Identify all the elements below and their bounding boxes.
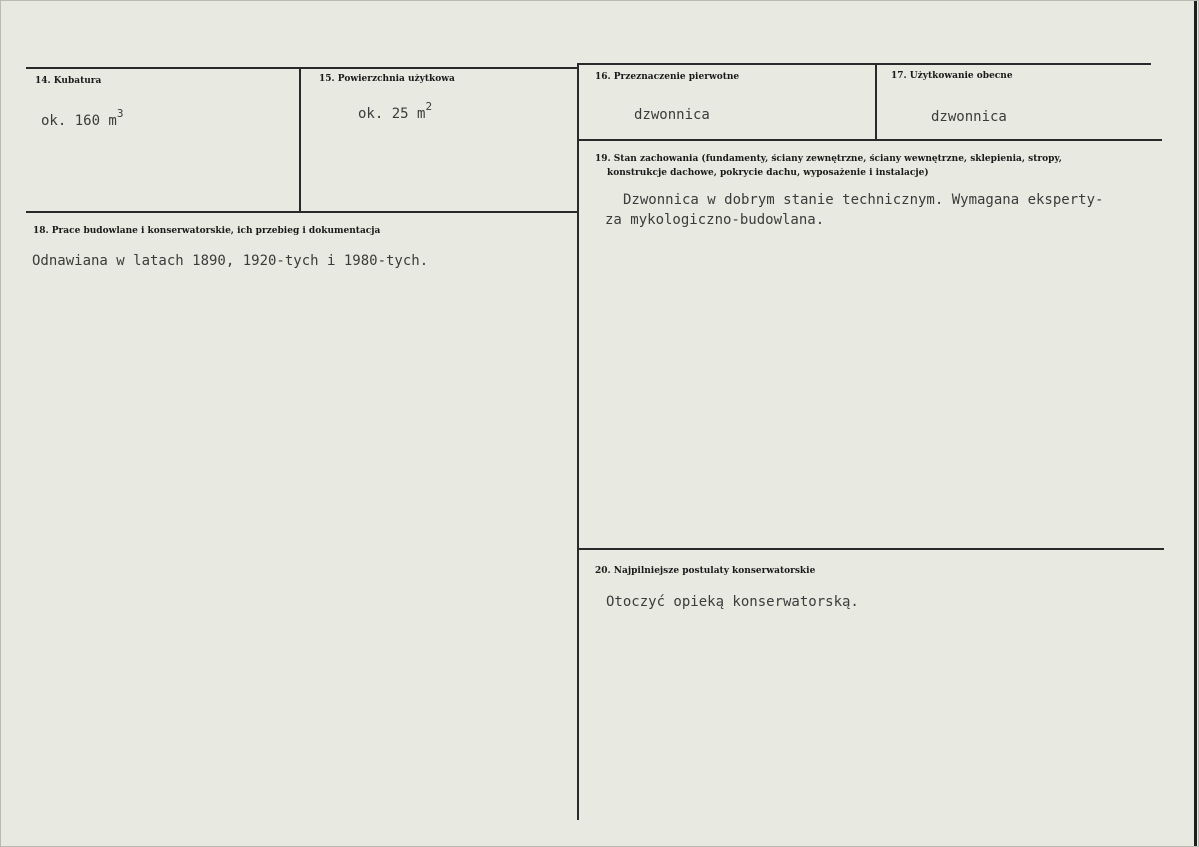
card-right-edge bbox=[1194, 1, 1197, 846]
field-14-value-exponent: 3 bbox=[116, 107, 124, 120]
field-15-value bbox=[358, 100, 433, 125]
field-19-value-line1: Dzwonnica w dobrym stanie technicznym. Wymagana eksperty- bbox=[623, 192, 1104, 208]
field-17-label: 17. Użytkowanie obecne bbox=[891, 71, 1013, 81]
field-14-label: 14. Kubatura bbox=[35, 76, 102, 86]
field-20-value: Otoczyć opieką konserwatorską. bbox=[606, 594, 859, 610]
field-14-value bbox=[41, 107, 124, 132]
rule-14-15-bottom bbox=[26, 211, 579, 213]
field-18-value: Odnawiana w latach 1890, 1920-tych i 1980-tych. bbox=[32, 253, 429, 269]
divider-16-17 bbox=[875, 63, 877, 141]
top-rule-left bbox=[26, 67, 579, 69]
field-19-label-line2: konstrukcje dachowe, pokrycie dachu, wyposażenie i instalacje) bbox=[607, 168, 929, 178]
field-15-value-text: ok. 25 m bbox=[358, 106, 426, 122]
field-18-label: 18. Prace budowlane i konserwatorskie, ich przebieg i dokumentacja bbox=[33, 226, 381, 236]
field-15-value-exponent: 2 bbox=[425, 100, 433, 113]
field-20-label: 20. Najpilniejsze postulaty konserwatorskie bbox=[595, 566, 816, 576]
field-16-label: 16. Przeznaczenie pierwotne bbox=[595, 72, 740, 82]
divider-main-column bbox=[577, 63, 579, 820]
field-16-value: dzwonnica bbox=[634, 107, 710, 123]
field-15-label: 15. Powierzchnia użytkowa bbox=[319, 74, 455, 84]
rule-19-bottom bbox=[579, 548, 1164, 550]
field-14-value-text: ok. 160 m bbox=[41, 113, 117, 129]
field-19-label-line1: 19. Stan zachowania (fundamenty, ściany zewnętrzne, ściany wewnętrzne, sklepienia, stropy, bbox=[595, 154, 1062, 164]
rule-16-17-bottom bbox=[579, 139, 1162, 141]
divider-14-15 bbox=[299, 67, 301, 213]
field-17-value: dzwonnica bbox=[931, 109, 1007, 125]
field-19-value-line2: za mykologiczno-budowlana. bbox=[605, 212, 825, 228]
top-rule-right bbox=[579, 63, 1151, 65]
